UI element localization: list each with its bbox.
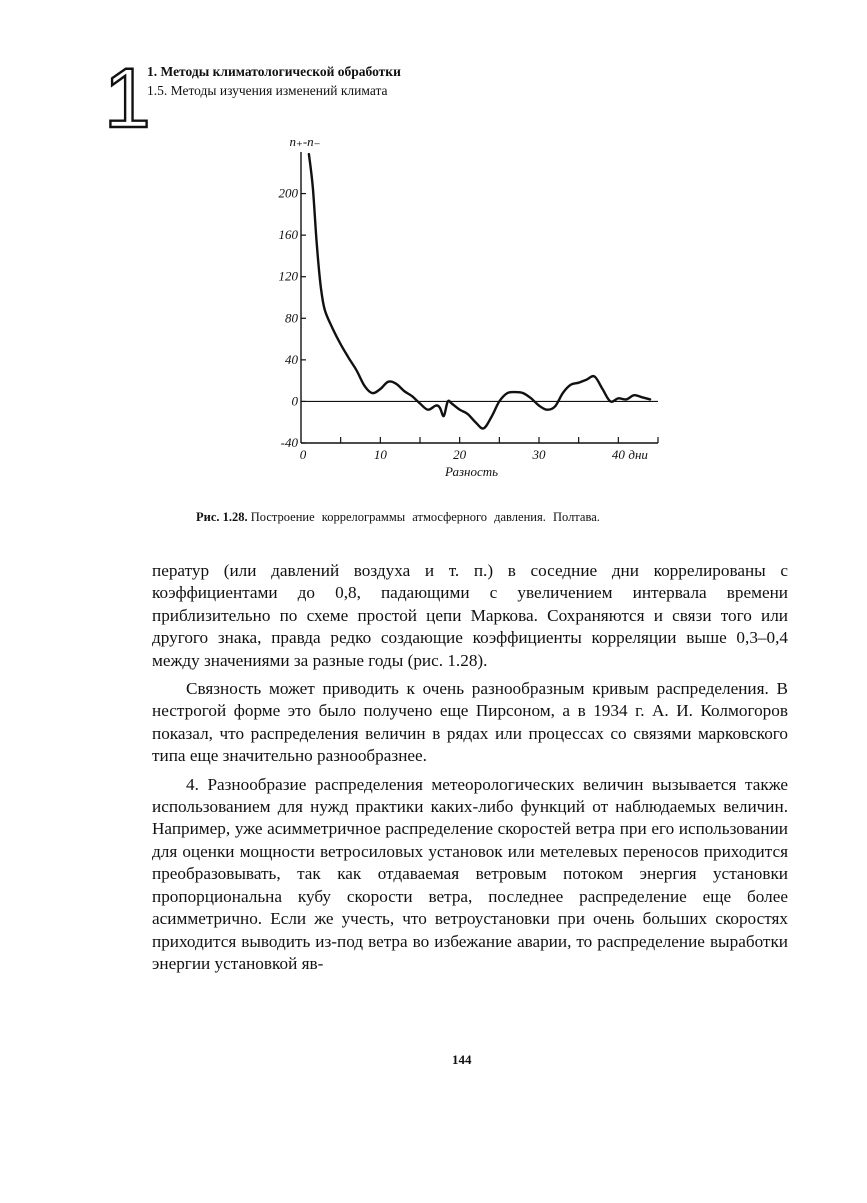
y-tick-label: 120: [278, 268, 298, 284]
x-axis-label: Разность: [445, 464, 499, 479]
x-tick-label: 30: [532, 447, 546, 462]
y-tick-label: 0: [291, 393, 298, 409]
page-number: 144: [452, 1052, 472, 1067]
paragraph: 4. Разнообразие распределения метеорологических величин вызывается также использованием для нужд практики каких-либо функций от наблюдаемых величин. Например, уже асимметричное распределение скоростей ветра при его использовании для оценки мощности ветросиловых установок или метелевых переносов приходится преобразовывать, так как отдаваемая ветровым потоком энергия установки пропорциональна кубу скорости ветра, последнее распределение еще более асимметрично. Если же учесть, что ветроустановки при очень больших скоростях приходится выводить из-под ветра во избежание аварии, то распределение выработки энергии установкой яв-: [152, 774, 788, 973]
y-tick-label: 40: [285, 351, 298, 367]
correlogram-curve: [309, 154, 650, 428]
x-tick-label: 0: [299, 447, 307, 462]
y-tick-label: 200: [278, 185, 298, 201]
body-text: [152, 560, 788, 981]
chapter-number: 1: [104, 51, 151, 145]
correlogram-chart: [250, 132, 680, 482]
y-tick-label: -40: [280, 435, 298, 450]
y-tick-label: 80: [285, 310, 298, 326]
chapter-title: 1. Методы климатологической обработки: [147, 64, 401, 79]
chart-ticks: [301, 194, 658, 443]
x-tick-label: 20: [453, 447, 467, 462]
section-title: 1.5. Методы изучения изменений климата: [147, 83, 388, 98]
figure-caption-text: Построение коррелограммы атмосферного давления. Полтава.: [250, 510, 600, 524]
y-tick-label: 160: [278, 227, 298, 243]
figure-caption-label: Рис. 1.28.: [196, 510, 248, 524]
figure-caption: [196, 510, 600, 525]
chart-labels: [279, 134, 649, 479]
x-tick-label: 40: [611, 447, 625, 462]
chart-axes: [301, 152, 658, 443]
x-unit-label: дни: [628, 447, 648, 462]
paragraph: ператур (или давлений воздуха и т. п.) в соседние дни коррелированы с коэффициентами до 0,8, падающими с увеличением интервала времени приблизительно по схеме простой цепи Маркова. Сохраняются и связи того или другого знака, правда редко создающие коэффициенты корреляции выше 0,3–0,4 между значениями за разные годы (рис. 1.28).: [152, 561, 788, 670]
paragraph: Связность может приводить к очень разнообразным кривым распределения. В нестрогой форме это было получено еще Пирсоном, а в 1934 г. А. И. Колмогоров показал, что распределения величин в рядах или процессах со связями марковского типа еще значительно разнообразнее.: [152, 679, 788, 766]
y-axis-label: n₊-n₋: [289, 134, 321, 149]
x-tick-label: 10: [373, 447, 387, 462]
